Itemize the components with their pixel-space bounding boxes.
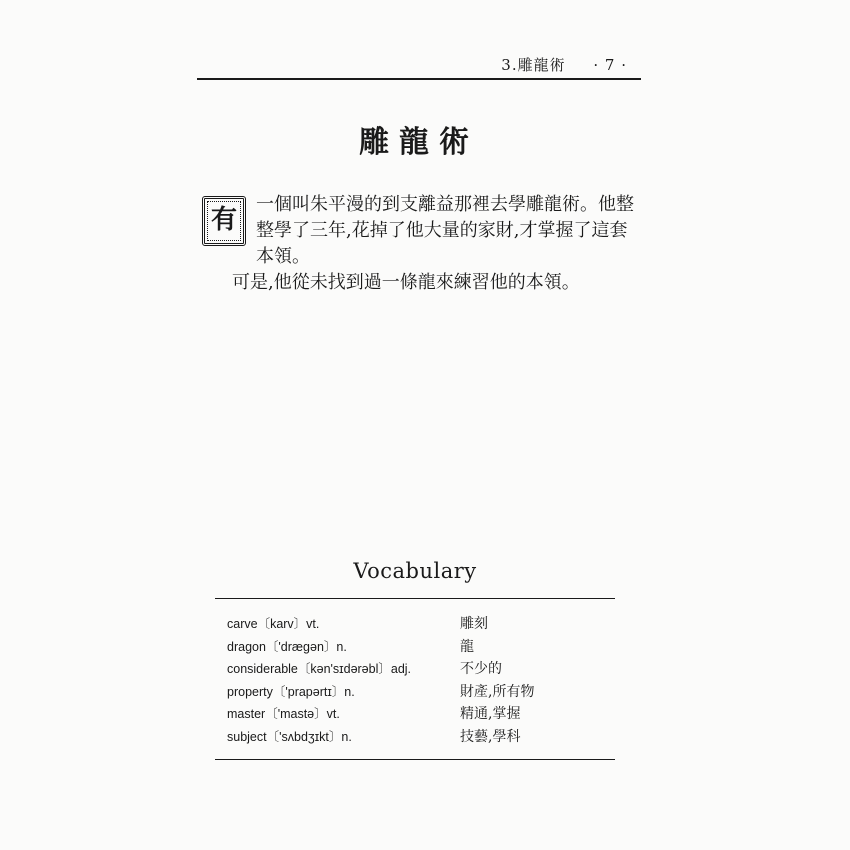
page-title: 雕龍術 <box>359 125 479 160</box>
vocab-term: dragon〔'drægən〕n. <box>227 639 347 654</box>
story-text <box>198 192 638 296</box>
vocab-term: master〔'mastə〕vt. <box>227 707 340 722</box>
paragraph-1: 一個叫朱平漫的到支離益那裡去學雕龍術。他整整學了三年,花掉了他大量的家財,才掌握了這套本領。 <box>256 194 634 267</box>
page-number: · 7 · <box>593 56 627 74</box>
vocab-definition: 龍 <box>460 638 474 655</box>
vocab-row <box>215 635 615 658</box>
vocab-term: carve〔karv〕vt. <box>227 617 320 632</box>
vocab-row <box>215 657 615 680</box>
vocab-row <box>215 702 615 725</box>
vocabulary-heading: Vocabulary <box>353 559 477 583</box>
vocab-term: considerable〔kən'sɪdərəbl〕adj. <box>227 662 412 677</box>
drop-cap-letter: 有 <box>210 205 237 235</box>
vocab-definition: 精通,掌握 <box>460 706 521 723</box>
vocab-term: property〔'prapərtɪ〕n. <box>227 684 355 699</box>
chapter-label: 3.雕龍術 <box>501 56 566 74</box>
vocab-definition: 雕刻 <box>460 616 488 633</box>
vocab-row <box>215 680 615 703</box>
vocab-definition: 不少的 <box>460 661 502 678</box>
header-text <box>501 54 627 75</box>
paragraph-2: 可是,他從未找到過一條龍來練習他的本領。 <box>232 272 580 293</box>
vocab-row <box>215 612 615 635</box>
vocab-definition: 財產,所有物 <box>460 683 535 700</box>
drop-cap <box>202 196 246 246</box>
running-header <box>197 52 641 80</box>
vocab-term: subject〔'sʌbdʒɪkt〕n. <box>227 729 352 744</box>
vocab-row <box>215 725 615 748</box>
vocabulary-table <box>215 598 615 760</box>
vocab-definition: 技藝,學科 <box>460 728 521 745</box>
